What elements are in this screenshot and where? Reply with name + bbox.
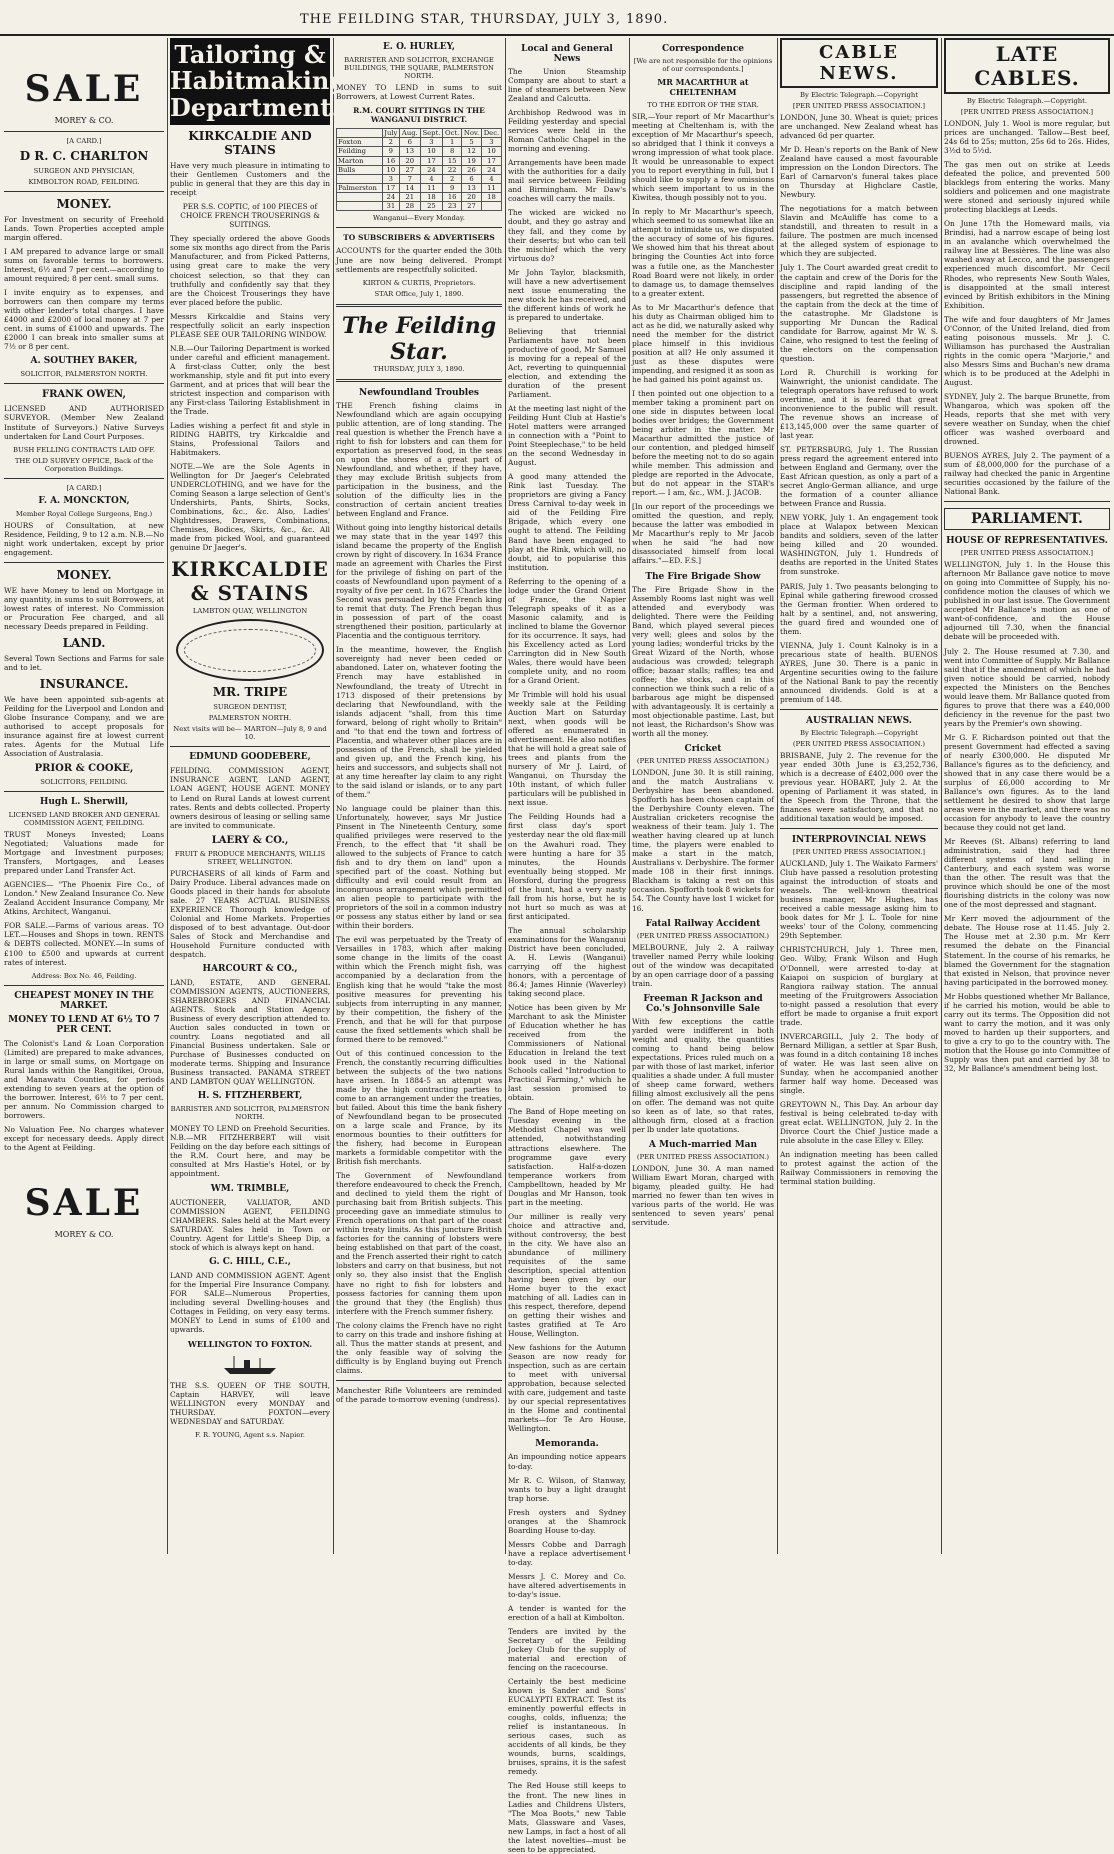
agency-credit: [PER UNITED PRESS ASSOCIATION.] xyxy=(792,102,926,110)
table-cell: Marton xyxy=(337,156,383,165)
table-cell xyxy=(337,202,383,211)
news-item: The wife and four daughters of Mr James O'Connor, of the United Ireland, died from eating poisonous mussels. Mr J. C. Williamson has purchased the Australian rights in the comic opera "Marjorie," and also Messrs Sims and Buchan's new drama which is to be produced at the Adelphi in August. xyxy=(944,314,1110,387)
column-rule xyxy=(333,38,334,1554)
news-item: The Band of Hope meeting on Tuesday evening in the Methodist Chapel was well attended, notwithstanding attractions elsewhere. The programme gave every satisfaction. Half-a-dozen temperance workers from Campbelltown, headed by Mr Douglas and Mr Hanson, took part in the meeting. xyxy=(508,1107,626,1207)
news-item: PARIS, July 1. Two peasants belonging to Epinal while gathering firewood crossed the German frontier. When ordered to halt by a sentinel, and, not answering, the guard fired and wounded one of them. xyxy=(780,581,938,636)
divider xyxy=(4,383,164,384)
letter-paragraph: I then pointed out one objection to a member taking a prominent part on one side in disputes between local bodies over bridges; the Government being arbiter in the matter. Mr Macarthur admitted the justice of our contention, and pledged himself before the meeting not to do so again while member. This admission and pledge are reported in the Advocate, but do not appear in the STAR's report.— I am, &c., WM. J. JACOB. xyxy=(632,388,774,498)
byline: By Electric Telegraph.—Copyright. xyxy=(966,97,1088,105)
column-rule xyxy=(629,38,630,1554)
news-item: Lord R. Churchill is working for Wainwright, the unionist candidate. The telegraph operators have refused to work overtime, and it is feared that great inconvenience to the public will result. The revenue shows an increase of £13,145,000 over the same quarter of last year. xyxy=(780,367,938,441)
news-item: Mr G. F. Richardson pointed out that the present Government had effected a saving of nearly £300,000. He disputed Mr Ballance's figures as to the deficiency, and showed that in any case there would be a surplus of £6,000 according to Mr Ballance's own figures. As to the land settlement he desired to show that large areas were in the market, and there was no occasion for anybody to leave the country because they could not get land. xyxy=(944,732,1110,833)
tailoring-banner: Tailoring & Habitmaking Department. xyxy=(170,38,330,125)
article-paragraph: Out of this continued concession to the French, the constantly recurring difficulties between the subjects of the two nations have arisen. In 1884-5 an attempt was made by the high contracting parties to come to an arrangement under the treaties, but failed. About this time the bank fishery of Newfoundland began to be prosecuted on a large scale and France, by its enormous bounties to their outfitters for the fishery, had become in European markets a formidable competitor with the British fish merchants. xyxy=(336,1048,502,1167)
table-cell: 11 xyxy=(420,184,443,193)
table-cell: 6 xyxy=(400,138,420,147)
column-local-news xyxy=(508,38,626,1854)
newspaper-nameplate: The Feilding Star. xyxy=(341,312,497,365)
news-item: Believing that triennial Parliaments have not been productive of good, Mr Samuel is moving for a repeal of the Act, reverting to quinquennial election, and extending the duration of the present Parliament. xyxy=(508,326,626,400)
news-item: BUENOS AYRES, July 2. The payment of a sum of £8,000,000 for the purchase of a railway had checked the panic in Argentine securities occasioned by the failure of the National Bank. xyxy=(944,451,1110,497)
table-cell: 24 xyxy=(420,165,443,174)
table-header-cell: Oct. xyxy=(443,129,462,138)
advertiser-title: SOLICITORS, FEILDING. xyxy=(40,778,128,787)
advertiser-title: FRUIT & PRODUCE MERCHANTS, WILLIS STREET, WELLINGTON. xyxy=(174,849,326,866)
court-sittings-heading: R.M. COURT SITTINGS IN THE WANGANUI DISTRICT. xyxy=(353,106,485,125)
ad-heading: LAND. xyxy=(62,635,106,650)
table-cell: 19 xyxy=(462,156,482,165)
table-row xyxy=(337,184,502,193)
card-label: [A CARD.] xyxy=(66,483,102,492)
advertiser-title: SURGEON DENTIST, xyxy=(213,703,287,712)
column-cable-news xyxy=(780,38,938,1554)
agency-credit: [PER UNITED PRESS ASSOCIATION.] xyxy=(960,108,1094,116)
ad-text: FOR SALE.—Farms of various areas. TO LET.—Houses and Shops in town. RENTS & DEBTS collected. MONEY.—In sums of £100 to £500 and upwards at current rates of interest. xyxy=(4,921,164,967)
news-item: An impounding notice appears to-day. xyxy=(508,1452,626,1471)
article-heading: Freeman R Jackson and Co.'s Johnsonville Sale xyxy=(643,993,763,1014)
table-cell: 16 xyxy=(443,193,462,202)
decorative-oval-illustration xyxy=(176,619,324,681)
ad-text: LAMBTON QUAY, WELLINGTON xyxy=(192,607,308,616)
ad-text: I AM prepared to advance large or small sums on favorable terms to borrowers. Interest, 6½ and 7 per cent.—according to amount required; 8 per cent. small sums. xyxy=(4,247,164,284)
ad-text: AUCTIONEER, VALUATOR, AND COMMISSION AGENT, FEILDING CHAMBERS. Sales held at the Mart every SATURDAY. Sales held in Town or Country. Agent for Little's Sheep Dip, a stock of which is always kept on hand. xyxy=(170,1197,330,1252)
table-row xyxy=(337,202,502,211)
news-item: BRISBANE, July 2. The revenue for the year ended 30th June is £3,252,736, which is a decrease of £402,000 over the previous year. HOBART, July 2. At the opening of Parliament it was stated, in the Speech from the Throne, that the finances were satisfactory, and that no additional taxation would be imposed. xyxy=(780,750,938,824)
ad-text: They specially ordered the above Goods some six months ago direct from the Paris Manufacturer, and from Picked Patterns, using great care to make the very choicest selection, so that they can truthfully and confidently say that they are the Choicest Trouserings they have ever placed before the public. xyxy=(170,234,330,307)
byline: By Electric Telegraph.—Copyright xyxy=(799,728,918,737)
ad-text: BUSH FELLING CONTRACTS LAID OFF. xyxy=(12,445,156,454)
divider xyxy=(4,191,164,192)
table-body xyxy=(337,138,502,211)
ad-text: Address: Box No. 46, Feilding. xyxy=(31,971,137,980)
table-cell: Palmerston xyxy=(337,184,383,193)
ad-heading: MONEY TO LEND AT 6½ TO 7 PER CENT. xyxy=(8,1014,160,1035)
news-item: Certainly the best medicine known is Sander and Sons' EUCALYPTI EXTRACT. Test its eminently powerful effects in coughs, colds, influenza; the relief is instantaneous. In serious cases, such as accidents of all kinds, be they wounds, burns, scaldings, bruises, sprains, it is the safest remedy. xyxy=(508,1677,626,1777)
table-cell: 25 xyxy=(420,202,443,211)
news-item: July 1. The Court awarded great credit to the captain and crew of the Doris for the discipline and rapid landing of the passengers, but regretted the absence of the captain from the deck at the time of the catastrophe. Mr Gladstone is supporting Mr Duncan the Radical candidate for Barrow, against Mr W. S. Caine, who resigned to test the feeling of the electors on the compensation question. xyxy=(780,263,938,363)
table-header-cell: Aug. xyxy=(400,129,420,138)
table-cell xyxy=(337,174,383,183)
news-item: Mr Hobbs questioned whether Mr Ballance, if he carried his motion, would be able to carry out its terms. The Opposition did not want to carry the motion, and it was only moved to harden up their supporters, and to give a cry to go to the country with. The motion that the House go into Committee of Supply was then put and carried by 38 to 32, Mr Ballance's amendment being lost. xyxy=(944,991,1110,1073)
ad-text: F. R. YOUNG, Agent s.s. Napier. xyxy=(195,1431,305,1440)
news-item: Messrs Cobbe and Darragh have a replace advertisement to-day. xyxy=(508,1539,626,1567)
agency-credit: [PER UNITED PRESS ASSOCIATION.] xyxy=(792,848,926,857)
table-cell: 5 xyxy=(462,138,482,147)
news-item: AUCKLAND, July 1. The Waikato Farmers' Club have passed a resolution protesting against the introduction of stoats and weasels. The well-known theatrical business manager, Mr Hughes, has received a cable message asking him to book dates for Mr J. L. Toole for nine weeks' tour of the Colony, commencing 29th September. xyxy=(780,859,938,941)
table-header-cell: July xyxy=(382,129,400,138)
card-label: [A CARD.] xyxy=(66,137,102,145)
section-heading: HOUSE OF REPRESENTATIVES. xyxy=(946,536,1108,547)
table-cell: 3 xyxy=(481,138,501,147)
table-cell: 15 xyxy=(443,156,462,165)
news-item: Referring to the opening of a lodge under the Grand Orient of France, the Napier Telegraph speaks of it as a Masonic calamity, and is inclined to blame the Governor for its occurrence. It says, had his Excellency acted as Lord Carrington did in New South Wales, there would have been complete unity, and no room for a Grand Orient. xyxy=(508,576,626,685)
news-item: An indignation meeting has been called to protest against the action of the Railway Commissioners in removing the terminal station building. xyxy=(780,1150,938,1187)
ad-text: KIRTON & CURTIS, Proprietors. xyxy=(362,278,476,287)
table-row xyxy=(337,193,502,202)
table-cell: 24 xyxy=(382,193,400,202)
table-cell: 31 xyxy=(382,202,400,211)
table-cell xyxy=(481,202,501,211)
table-cell: 10 xyxy=(420,147,443,156)
ad-heading: MONEY. xyxy=(56,197,112,211)
table-cell: Feilding xyxy=(337,147,383,156)
article-paragraph: LONDON, June 30. A man named William Ewart Moran, charged with bigamy, pleaded guilty. He had married no fewer than ten wives in various parts of the world. He was sentenced to seven years' penal servitude. xyxy=(632,1164,774,1228)
advertiser-title: BARRISTER AND SOLICITOR, PALMERSTON NORTH. xyxy=(170,1105,330,1122)
news-item: The Feilding Hounds had a first class day's sport yesterday near the old flax-mill on the Awahuri road. They were hunting a hare for 35 minutes, the Hounds eventually being stopped. Mr Horsford, during the progress of the hunt, had a very nasty fall from his horse, but he is not hurt so much as was at first anticipated. xyxy=(508,812,626,921)
table-row xyxy=(337,147,502,156)
table-cell: 17 xyxy=(382,184,400,193)
news-item: Mr Trimble will hold his usual weekly sale at the Feilding Auction Mart on Saturday next, when goods will be offered as enumerated in advertisement. He also notifies that he will hold a great sale of trees and plants from the nursery of Mr J. Laird, of Wanganui, on Thursday the 10th instant, of which fuller particulars will be published in next issue. xyxy=(508,690,626,808)
article-paragraph: THE French fishing claims in Newfoundland which are again occupying public attention, are of long standing. The real question is whether the French have a right to fish for lobsters and can them for exportation as preserved food, in the seas on upon the shores of a great part of Newfoundland, and whether, if they have, they may exclude British subjects from participation in the business, and the solution of the difficulty lies in the construction of certain ancient treaties between England and France. xyxy=(336,400,502,518)
news-item: New fashions for the Autumn Season are now ready for inspection, such as are certain to meet with universal approbation, because selected with care, judgement and taste by our special representatives in the Home and continental markets—for Te Aro House, Wellington. xyxy=(508,1343,626,1434)
divider xyxy=(4,131,164,132)
column-rule xyxy=(941,38,942,1554)
table-cell: 14 xyxy=(400,184,420,193)
letter-paragraph: In reply to Mr Macarthur's speech, which seemed to us somewhat like an attempt to intimidate us, we disputed the accuracy of some of his figures. We showed him that his threat about bringing the Counties Act into force was a futile one, as the Manchester Road Board were not likely, in order to damage us, to damage themselves to a greater extent. xyxy=(632,207,774,298)
article-paragraph: In the meantime, however, the English sovereignty had never been ceded or abandoned. Later on, whatever footing the French may have established in Newfoundland, the treaty of Utrecht in 1713 disposed of their pretensions by declaring that Newfoundland, with the islands adjacent "shall, from this time forward, belong of right wholly to Britain" and "to that end the town and fortress of Placentia, and whatever other places are in possession of the French, shall be yielded and given up, and the French king, his heirs and successors, and subjects shall not at any time hereafter lay claim to any right to the said island or islands, or to any part of them." xyxy=(336,645,502,799)
ad-text: I invite enquiry as to expenses, and borrowers can then compare my terms with other lender's total charges. I have £4000 and £2000 of local money at 7 per cent. in sums of £1000 and upwards. The £2000 I can break into smaller sums at 7½ or 8 per cent. xyxy=(4,288,164,352)
news-item: A tender is wanted for the erection of a hall at Kimbolton. xyxy=(508,1603,626,1622)
table-header-cell: Nov. xyxy=(462,129,482,138)
article-paragraph: MELBOURNE, July 2. A railway traveller named Perry while looking out of the window was decapitated by an open carriage door of a passing train. xyxy=(632,942,774,988)
ad-text: N.B.—Our Tailoring Department is worked under careful and efficient management. A first-class Cutter, only the best workmanship, style and fit put into every Garment, and at prices that will bear the strictest inspection and comparison with any First-class Tailoring Establishment in the Trade. xyxy=(170,343,330,416)
section-heading: Correspondence xyxy=(661,44,745,54)
article-paragraph: The evil was perpetuated by the Treaty of Versailles in 1783, which after making some change in the limits of the coast within which the French might fish, was accompanied by a declaration from the English king that he would "take the most positive measures for preventing his subjects from interrupting in any manner, by their competition, the fishery of the French, and that he will for that purpose cause the fixed settlements which shall be formed there to be removed." xyxy=(336,935,502,1044)
sale-heading: SALE xyxy=(24,68,144,110)
table-row xyxy=(337,138,502,147)
letter-paragraph: SIR,—Your report of Mr Macarthur's meeting at Cheltenham is, with the exception of Mr Macarthur's speech, so abridged that I think it conveys a wrong impression of what took place. It would be unreasonable to expect you to report everything in full, but I should like to supply a few omissions which seem important to us in the Kiwitea, though possibly not to you. xyxy=(632,112,774,203)
sale-advertiser: MOREY & CO. xyxy=(54,1229,114,1239)
table-cell: 6 xyxy=(462,174,482,183)
parliament-banner: PARLIAMENT. xyxy=(944,508,1110,530)
article-paragraph: LONDON, June 30. It is still raining, and the match Australians v. Derbyshire has been abandoned. Spofforth has been chosen captain of the Derbyshire County eleven. The Australian cricketers recognise the weakness of their team. July 1. The weather having cleared up at lunch time, the players were enabled to make a start in the match, Australians v. Derbyshire. The former made 108 in their first innings. Blackham is taking a rest on this occasion. Spofforth took 8 wickets for 54. The County have lost 1 wicket for 16. xyxy=(632,768,775,913)
ad-heading: KIRKCALDIE & STAINS xyxy=(171,557,329,606)
table-cell: 9 xyxy=(382,147,400,156)
oval-inner xyxy=(184,629,316,672)
letter-paragraph: [In our report of the proceedings we omitted the question, and reply, because the latter was embodied in Mr Macarthur's reply to Mr Jacob when he said "he had now disassociated himself from local affairs."—ED. F.S.] xyxy=(632,502,774,566)
news-item: Mr Kerr moved the adjournment of the debate. The House rose at 11.45. July 2. The House met at 2.30 p.m. Mr Kerr resumed the debate on the Financial Statement. In the course of his remarks, he blamed the Government for the stagnation that existed in Nelson, that province never having participated in the borrowed money. xyxy=(944,914,1110,987)
table-cell: 20 xyxy=(400,156,420,165)
article-heading: Cricket xyxy=(684,744,722,755)
ad-text: The Colonist's Land & Loan Corporation (Limited) are prepared to make advances, in large or small sums, on Mortgage on Rural lands within the Rangitikei, Oroua, and Manawatu Counties, for periods extending to seven years at the option of the borrower. Interest, 6½ to 7 per cent. per annum. No Commission charged to borrowers. xyxy=(4,1038,164,1120)
letter-salutation: TO THE EDITOR OF THE STAR. xyxy=(647,101,759,109)
divider xyxy=(336,1380,502,1381)
agency-credit: [PER UNITED PRESS ASSOCIATION.] xyxy=(960,549,1094,558)
ad-text: FEILDING. COMMISSION AGENT, INSURANCE AGENT, LAND AGENT, LOAN AGENT, HOUSE AGENT. MONEY to Lend on Rural Lands at lowest current rates. Rents and debts collected. Property owners desirous of leasing or selling same are invited to communicate. xyxy=(170,766,330,830)
table-cell: 1 xyxy=(443,138,462,147)
advertiser-name: D R. C. CHARLTON xyxy=(19,149,149,163)
table-cell: 18 xyxy=(481,193,501,202)
news-item: Notice has been given by Mr Marchant to ask the Minister of Education whether he has received from the Commissioners of National Education in Ireland the text book used in the National Schools called "Introduction to Practical Farming," which he last session promised to obtain. xyxy=(508,1003,626,1103)
advertiser-name: PRIOR & COOKE, xyxy=(34,763,134,775)
table-cell: Foxton xyxy=(337,138,383,147)
ad-heading: KIRKCALDIE AND STAINS xyxy=(188,129,312,158)
news-item: Mr John Taylor, blacksmith, will have a new advertisement next issue enumerating the new stock he has received, and the different kinds of work he is prepared to undertake. xyxy=(508,267,626,322)
steamship-icon xyxy=(170,1353,330,1377)
table-cell: 2 xyxy=(382,138,400,147)
table-header-cell: Sept. xyxy=(420,129,443,138)
advertiser-name: F. A. MONCKTON, xyxy=(38,495,130,506)
table-header-cell: Dec. xyxy=(481,129,501,138)
news-item: On June 17th the Homeward mails, via Brindisi, had a narrow escape of being lost in an avalanche which overwhelmed the railway line at Bessières. The line was also washed away at Lecco, and the passengers experienced much discomfort. Mr Cecil Rhodes, who represents New South Wales, is disappointed at the small interest evinced by British exhibitors in the Mining Exhibition. xyxy=(944,219,1110,310)
article-heading: The Fire Brigade Show xyxy=(645,571,761,582)
news-item: The wicked are wicked no doubt, and they go astray and they fall, and they come by their deserts; but who can tell the mischief which the very virtuous do? xyxy=(508,208,626,263)
advertiser-address: KIMBOLTON ROAD, FEILDING. xyxy=(28,178,140,186)
ad-text: NOTE.—We are the Sole Agents in Wellington for Dr Jaeger's Celebrated UNDERCLOTHING, and we have for the Coming Season a large selection of Gent's Undershirts, Pants, Shirts, Socks, Combinations, &c., &c. Also, Ladies' Nightdresses, Drawers, Combinations, Chemises, Bodices, Skirts, &c., &c. All made from picked Wool, and guaranteed genuine Dr Jaeger's. xyxy=(170,462,330,553)
ad-text: MONEY TO LEND on Freehold Securities. N.B.—MR FITZHERBERT will visit Feilding on the day before each sittings of the R.M. Court here, and may be consulted at Mrs Hastie's Hotel, or by appointment. xyxy=(170,1124,330,1179)
advertiser-address: PALMERSTON NORTH. xyxy=(208,714,292,723)
divider xyxy=(780,828,938,829)
ad-text: LICENSED AND AUTHORISED SURVEYOR. (Member New Zealand Institute of Surveyors.) Native Surveys undertaken for Land Court Purposes. xyxy=(4,404,164,441)
column-rule xyxy=(167,38,168,1554)
advertiser-name: A. SOUTHEY BAKER, xyxy=(30,356,138,367)
table-cell: 10 xyxy=(481,147,501,156)
news-item: INVERCARGILL, July 2. The body of Bernard Milligan, a settler at Spar Bush, was found in a ditch containing 18 inches of water. He was last seen alive on Sunday, when he accompanied another farmer half way home. Deceased was single. xyxy=(780,1031,938,1095)
court-sittings-table xyxy=(336,128,502,211)
news-item: Mr Reeves (St. Albans) referring to land administration, said they had three different systems of land selling in Canterbury, and each system was worse than the other. The result was that the province which should be one of the most flourishing districts in the colony was now one of the most depressed and stagnant. xyxy=(944,837,1110,910)
advertiser-name: H. S. FITZHERBERT, xyxy=(197,1091,303,1102)
table-cell: 3 xyxy=(420,138,443,147)
table-cell: 27 xyxy=(400,165,420,174)
news-item: Mr D. Hean's reports on the Bank of New Zealand have caused a most favourable impression on the London Directors. The Earl of Carnarvon's funeral takes place on Thursday at Highclare Castle, Newbury. xyxy=(780,145,938,200)
news-item: The Red House still keeps to the front. The new lines in Ladies and Childrens Ulsters, "The Moa Boots," new Table Mats, Glassware and Vases, new Lamps, in fact a host of all the latest novelties—must be seen to be appreciated. xyxy=(508,1781,626,1854)
editorial-note: [We are not responsible for the opinions of our correspondents.] xyxy=(633,57,773,73)
ad-text: AGENCIES— "The Phoenix Fire Co., of London." New Zealand Insurance Co. New Zealand Accident Insurance Company, Mr Atkins, Architect, Wanganui. xyxy=(4,880,164,917)
advertiser-name: HARCOURT & CO., xyxy=(202,963,298,974)
table-row xyxy=(337,174,502,183)
ad-heading: TO SUBSCRIBERS & ADVERTISERS xyxy=(343,233,495,243)
ad-text: ACCOUNTS for the quarter ended the 30th June are now being delivered. Prompt settlements are respectfully solicited. xyxy=(336,246,502,274)
news-item: Archbishop Redwood was in Feilding yesterday and special services were held in the Roman Catholic Chapel in the morning and evening. xyxy=(508,108,626,154)
news-item: July 2. The House resumed at 7.30, and went into Committee of Supply. Mr Ballance said that if the amendment of which he had given notice should be carried, nobody expected the Ministers on the Benches would leave them. Mr Ballance quoted from figures to prove that there was a £40,000 deficiency in the revenue for the past two years by the Premier's own showing. xyxy=(944,646,1110,728)
table-cell: 13 xyxy=(462,184,482,193)
advertiser-name: LAERY & CO., xyxy=(211,834,289,846)
section-heading: AUSTRALIAN NEWS. xyxy=(806,715,912,726)
ad-text: Several Town Sections and Farms for sale and to let. xyxy=(4,653,164,672)
table-cell: 17 xyxy=(481,156,501,165)
table-cell: Bulls xyxy=(337,165,383,174)
table-cell: 9 xyxy=(443,184,462,193)
divider xyxy=(4,985,164,986)
table-header-row xyxy=(337,129,502,138)
table-cell: 18 xyxy=(420,193,443,202)
advertiser-name: EDMUND GOODEBERE, xyxy=(189,752,311,763)
ad-heading: MONEY. xyxy=(56,567,112,582)
column-advertisements-1 xyxy=(4,38,164,1554)
agency-credit: (PER UNITED PRESS ASSOCIATION.) xyxy=(792,739,926,748)
divider xyxy=(944,501,1110,502)
ad-text: LAND AND COMMISSION AGENT. Agent for the Imperial Fire Insurance Company. FOR SALE—Numerous Properties, including several Dwelling-houses and Cottages in Feilding, on very easy terms. MONEY to Lend in sums of £100 and upwards. xyxy=(170,1270,330,1334)
advertiser-title: SURGEON AND PHYSICIAN, xyxy=(33,167,135,175)
table-cell xyxy=(337,193,383,202)
article-paragraph: Without going into lengthy historical details we may state that in the year 1497 this island became the property of the English crown by right of discovery. In 1634 France made an agreement with Charles the First for the privilege of fishing on part of the coasts of Newfoundland upon payment of a royalty of five per cent. In 1675 Charles the Second was persuaded by the French king to remit that duty. The French began thus in possession of part of the coast strengthened their position, particularly at Placentia and the contiguous territory. xyxy=(336,522,502,641)
table-cell: 28 xyxy=(400,202,420,211)
news-item: The Union Steamship Company are about to start a line of steamers between New Zealand and Calcutta. xyxy=(508,67,626,104)
news-item: SYDNEY, July 2. The barque Brunette, from Whangaroa, which was spoken off the Heads, reports that she met with very severe weather on Sunday, when the chief officer was washed overboard and drowned. xyxy=(944,391,1110,447)
section-heading: INTERPROVINCIAL NEWS xyxy=(791,835,927,846)
article-paragraph: No language could be plainer than this. Unfortunately, however, says Mr Justice Pinsent in The Nineteenth Century, some qualified privileges were reserved to the French, to the effect that "it shall be allowed to the subjects of France to catch fish and to dry them on land" upon a specified part of the coast. Nothing but difficulty and evil could result from an incongruous arrangement which permitted an alien people to participate with the proprietors of the soil in a common industry or possess any status either by land or sea within their borders. xyxy=(336,803,502,931)
table-cell: 3 xyxy=(382,174,400,183)
table-cell: 2 xyxy=(443,174,462,183)
advertiser-name: G. C. HILL, C.E., xyxy=(209,1256,291,1267)
news-item: The annual scholarship examinations for the Wanganui District have been concluded, A. H. Lewis (Wanganui) carrying off the highest honors, with a percentage of 86.4; James Hinnie (Waverley) taking second place. xyxy=(508,925,626,998)
late-cables-banner: LATE CABLES. xyxy=(944,38,1110,94)
table-cell: 4 xyxy=(481,174,501,183)
column-rule xyxy=(505,38,506,1554)
letter-heading: MR MACARTHUR at CHELTENHAM xyxy=(657,77,749,97)
article-paragraph: The colony claims the French have no right to carry on this trade and inshore fishing at all. Thus the matter stands at present, and the only feasible way of solving the difficulty is by England buying out French claims. xyxy=(336,1320,502,1375)
masthead xyxy=(0,0,1114,36)
table-cell: 24 xyxy=(481,165,501,174)
letter-paragraph: As to Mr Macarthur's defence that his duty as Chairman obliged him to act as he did, we naturally asked why need the member for the district place himself in this invidious position at all? He only assumed it just as these disputes were impending, and resigned it as soon as he had gained his point against us. xyxy=(632,302,775,384)
news-item: CHRISTCHURCH, July 1. Three men, Geo. Wilby, Frank Wilson and Hugh O'Donnell, were arrested to-day at Kaiapoi on suspicion of burglary at Rangiora railway station. The annual meeting of the Fruitgrowers Association to-night passed a resolution that every effort be made to organise a fruit export trade. xyxy=(780,945,938,1027)
table-cell: 16 xyxy=(382,156,400,165)
ad-text: No Valuation Fee. No charges whatever except for necessary deeds. Apply direct to the Agent at Feilding. xyxy=(4,1124,164,1152)
ad-heading: WELLINGTON TO FOXTON. xyxy=(187,1338,313,1349)
divider xyxy=(4,791,164,792)
table-cell: 23 xyxy=(443,202,462,211)
table-cell: 22 xyxy=(443,165,462,174)
ad-text: STAR Office, July 1, 1890. xyxy=(374,289,464,298)
news-item: A good many attended the Rink last Tuesday. The proprietors are giving a Fancy Dress Carnival to-day week in aid of the Feilding Fire Brigade, which every one ought to attend. The Feilding Band have been engaged to play at the Rink, which will, no doubt, aid to popularise this institution. xyxy=(508,472,626,572)
table-row xyxy=(337,165,502,174)
sale-heading: SALE xyxy=(24,1181,144,1224)
table-row xyxy=(337,156,502,165)
issue-date: THURSDAY, JULY 3, 1890. xyxy=(373,364,465,373)
divider xyxy=(336,304,502,307)
advertiser-name: WM. TRIMBLE, xyxy=(210,1183,290,1194)
section-heading: Local and General News xyxy=(521,44,613,64)
table-cell: 26 xyxy=(462,165,482,174)
news-item: Arrangements have been made with the authorities for a daily mail service between Feilding and Birmingham. Mr Daw's coaches will carry the mails. xyxy=(508,158,626,204)
agency-credit: (PER UNITED PRESS ASSOCIATION.) xyxy=(636,931,770,940)
table-cell: 7 xyxy=(400,174,420,183)
table-cell: 12 xyxy=(462,147,482,156)
ad-text: LAND, ESTATE, AND GENERAL COMMISSION AGENTS, AUCTIONEERS, SHAREBROKERS AND FINANCIAL AGENTS. Stock and Station Agency Business of every description attended to. Auction sales conducted in town or country. Loans negotiated and all Financial Business undertaken. Sale or Purchase of Businesses conducted on moderate terms. Shipping and Insurance Business transacted. PANAMA STREET AND LAMBTON QUAY WELLINGTON. xyxy=(170,977,330,1087)
table-cell: 17 xyxy=(420,156,443,165)
advertiser-name: E. O. HURLEY, xyxy=(382,42,456,52)
article-paragraph: With few exceptions the cattle yarded were indifferent in both weight and quality, the quantities coming to hand being below expectations. Prices ruled much on a par with those of last market, inferior qualities a shade under. A full muster of sheep came forward, wethers filling almost exclusively all the pens on offer. The demand was not quite so keen as of late, so that rates, although firm, closed at a fraction per lb under late quotations. xyxy=(632,1016,774,1135)
news-item: Our milliner is really very choice and attractive and, without controversy, the best in the city. We have also an abundance of millinery requisites of the same description, special attention having been given by our Home buyer to the exact matching of all. Ladies can in this respect, therefore, depend on getting their wishes and tastes gratified at Te Aro House, Wellington. xyxy=(508,1211,626,1339)
ad-text: THE S.S. QUEEN OF THE SOUTH, Captain HARVEY, will leave WELLINGTON every MONDAY and THURSDAY. FOXTON—every WEDNESDAY and SATURDAY. xyxy=(170,1380,330,1427)
ad-text: HOURS of Consultation, at new Residence, Feilding, 9 to 12 a.m. N.B.—No night work undertaken, except by prior engagement. xyxy=(4,520,164,557)
table-cell: 20 xyxy=(462,193,482,202)
column-late-cables xyxy=(944,38,1110,1554)
column-correspondence xyxy=(632,38,774,1554)
table-cell: 13 xyxy=(400,147,420,156)
news-item: Messrs J. C. Morey and Co. have altered advertisements in to-day's issue. xyxy=(508,1571,626,1599)
divider xyxy=(4,478,164,479)
ad-text: Ladies wishing a perfect fit and style in RIDING HABITS, try Kirkcaldie and Stains, Professional Tailors and Habitmakers. xyxy=(170,420,330,458)
news-item: LONDON, June 30. Wheat is quiet; prices are unchanged. New Zealand wheat has advanced 6d per quarter. xyxy=(780,113,938,141)
agency-credit: (PER UNITED PRESS ASSOCIATION.) xyxy=(636,757,770,766)
news-item: Tenders are invited by the Secretary of the Feilding Jockey Club for the supply of material and erection of fencing on the racecourse. xyxy=(508,1626,626,1673)
column-editorial xyxy=(336,38,502,1554)
ad-text: MONEY TO LEND in sums to suit Borrowers, at Lowest Current Rates. xyxy=(336,83,502,102)
ad-text: For Investment on security of Freehold Lands. Town Properties accepted ample margin offered. xyxy=(4,215,164,243)
ad-text: THE OLD SURVEY OFFICE, Back of the Corporation Buildings. xyxy=(14,456,154,473)
article-heading: Fatal Railway Accident xyxy=(645,918,761,929)
article-paragraph: The Fire Brigade Show in the Assembly Rooms last night was well attended and everybody was delighted. There were the Feilding Band, which played several pieces very well; glees and solos by the young ladies; wonderful tricks by the Great Wizard of the North, whose audacious was crowded; telegraph office; bazaar stalls; raffles; tea and coffee; the stocks, and in this connection we think such a relic of a barbarous age might be dispensed with advantageously. It is certainly a most objectionable pastime. Last, but not least, the Richardson's Show was worth all the money. xyxy=(632,584,774,738)
news-item: ST. PETERSBURG, July 1. The Russian press regard the agreement entered into between England and Germany, over the East African question, as only a part of a secret Anglo-German alliance, and urge the formation of a counter alliance between France and Russia. xyxy=(780,445,938,509)
advertiser-title: Member Royal College Surgeons, Eng.) xyxy=(15,509,153,518)
ad-text: Messrs Kirkcaldie and Stains very respectfully solicit an early inspection PLEASE SEE OUR TAILORING WINDOW. xyxy=(170,311,330,339)
byline: By Electric Telegraph.—Copyright xyxy=(799,91,918,99)
news-item: LONDON, July 1. Wool is more regular, but prices are unchanged. Tallow—Best beef, 24s 6d to 25s; mutton, 25s 6d to 26s. Hides, 3½d to 5½d. xyxy=(944,119,1110,156)
ad-text: PURCHASERS of all kinds of Farm and Dairy Produce. Liberal advances made on Goods placed in their hands for absolute sale. 27 YEARS ACTUAL BUSINESS EXPERIENCE Thorough knowledge of Colonial and Home Markets. Properties disposed of to best advantage. Out-door Sales of Stock and Merchandise and Household Furniture conducted with despatch. xyxy=(170,868,330,959)
news-item: Fresh oysters and Sydney oranges at the Shamrock Boarding House to-day. xyxy=(508,1507,626,1535)
divider xyxy=(170,746,330,747)
advertiser-title: SOLICITOR, PALMERSTON NORTH. xyxy=(20,370,148,379)
table-cell: 11 xyxy=(481,184,501,193)
ad-text: We have been appointed sub-agents at Feilding for the Liverpool and London and Globe Insurance Company, and we are authorised to accept proposals for insurance against fire at lowest current rates. Agents for the Mutual Life Association of Australasia. xyxy=(4,694,164,759)
sale-advertiser: MOREY & CO. xyxy=(54,116,114,125)
ad-heading: CHEAPEST MONEY IN THE MARKET. xyxy=(14,990,154,1011)
cable-news-banner: CABLE NEWS. xyxy=(780,38,938,88)
news-item: GREYTOWN N., This Day. An arbour day festival is being celebrated to-day with great eclat. WELLINGTON, July 2. In the Divorce Court the Chief Justice made a rule absolute in the case Elley v. Elley. xyxy=(780,1099,938,1146)
masthead-title: THE FEILDING STAR, THURSDAY, JULY 3, 1890. xyxy=(300,12,669,27)
agency-credit: (PER UNITED PRESS ASSOCIATION.) xyxy=(636,1153,770,1162)
table-cell: 21 xyxy=(400,193,420,202)
article-heading: A Much-married Man xyxy=(648,1140,758,1151)
table-cell: 8 xyxy=(443,147,462,156)
news-item: WELLINGTON, July 1. In the House this afternoon Mr Ballance gave notice to move on going into Committee of Supply, his no-confidence motion the clauses of which we published in our last issue. The Government accepted Mr Ballance's motion as one of want-of-confidence, and the House adjourned till 7.30, when the financial debate will be proceeded with. xyxy=(944,560,1110,642)
news-item: The gas men out on strike at Leeds defeated the police, and prevented 500 blacklegs from entering the works. Many soldiers and policemen and one magistrate were stoned and seriously injured while protecting blacklegs at Leeds. xyxy=(944,160,1110,215)
news-item: VIENNA, July 1. Count Kalnoky is in a precarious state of health. BUENOS AYRES, June 30. There is a panic in Argentine securities owing to the failure of the National Bank to pay the recently announced dividends. Gold is at a premium of 148. xyxy=(780,640,938,704)
advertiser-title: LICENSED LAND BROKER AND GENERAL COMMISSION AGENT, FEILDING. xyxy=(8,811,160,828)
news-item: The negotiations for a match between Slavin and McAuliffe has come to a standstill, and threaten to result in a failure. The postmen are much incensed at the alleged system of espionage to which they are subjected. xyxy=(780,204,938,259)
ad-text: PER S.S. COPTIC, of 100 PIECES of CHOICE FRENCH TROUSERINGS & SUITINGS. xyxy=(180,202,320,230)
divider xyxy=(780,709,938,710)
court-note: Wanganui—Every Monday. xyxy=(373,214,465,223)
ad-text: WE have Money to lend on Mortgage in any quantity, in sums to suit Borrowers, at lowest rates of interest. No Commission or Procuration Fee charged, and all necessary Deeds prepared in Feilding. xyxy=(4,585,164,631)
news-item: NEW YORK, July 1. An engagement took place at Walapox between Mexican bandits and soldiers, seven of the latter being killed and 20 wounded. WASHINGTON, July 1. Hundreds of deaths are reported in the United States from sunstroke. xyxy=(780,513,938,577)
ad-text: TRUST Moneys Invested; Loans Negotiated; Valuations made for Mortgage and Investment purposes; Transfers, Mortgages, and Leases prepared under Land Transfer Act. xyxy=(4,830,164,876)
article-heading: Newfoundland Troubles xyxy=(358,387,479,398)
ad-heading: INSURANCE. xyxy=(39,676,129,691)
table-header-cell xyxy=(337,129,383,138)
news-item: At the meeting last night of the Feilding Hunt Club at Hastie's Hotel matters were arranged in connection with a "Point to Point Steeplechase," to be held on the second Wednesday in August. xyxy=(508,404,626,468)
steamship-icon-graphic xyxy=(220,1354,280,1376)
advertiser-name: Hugh L. Sherwill, xyxy=(39,797,129,808)
ad-text: Next visits will be— MARTON—July 8, 9 and 10. xyxy=(173,725,327,742)
advertiser-title: BARRISTER AND SOLICITOR, EXCHANGE BUILDINGS, THE SQUARE, PALMERSTON NORTH. xyxy=(344,56,494,80)
column-rule xyxy=(777,38,778,1554)
table-cell: 27 xyxy=(462,202,482,211)
divider xyxy=(336,227,502,228)
news-item: Mr R. C. Wilson, of Stanway, wants to buy a light draught trap horse. xyxy=(508,1475,626,1503)
article-paragraph: The Government of Newfoundland therefore endeavoured to check the French, and declined to yield them the right of purchasing bait from British subjects. This proceeding gave an immediate stimulus to French operations on that part of the coast within treaty limits. As this juncture British factories for the canning of lobsters were being established on that part of the coast, and the French asserted their right to catch lobsters and carry on that business, but not only so, they also insist that the English have no right to fish for lobsters and possess factories for canning them upon the ground that they (the English) thus interfere with the French summer fishery. xyxy=(336,1171,502,1316)
divider xyxy=(336,379,502,382)
advertiser-name: MR. TRIPE xyxy=(212,685,288,700)
table-cell: 10 xyxy=(382,165,400,174)
article-paragraph: Manchester Rifle Volunteers are reminded of the parade to-morrow evening (undress). xyxy=(336,1385,502,1404)
section-heading: Memoranda. xyxy=(535,1439,599,1450)
ad-text: Have very much pleasure in intimating to their Gentlemen Customers and the public in general that they are this day in receipt xyxy=(170,161,330,198)
divider xyxy=(4,562,164,563)
advertiser-name: FRANK OWEN, xyxy=(41,389,127,401)
table-cell: 4 xyxy=(420,174,443,183)
